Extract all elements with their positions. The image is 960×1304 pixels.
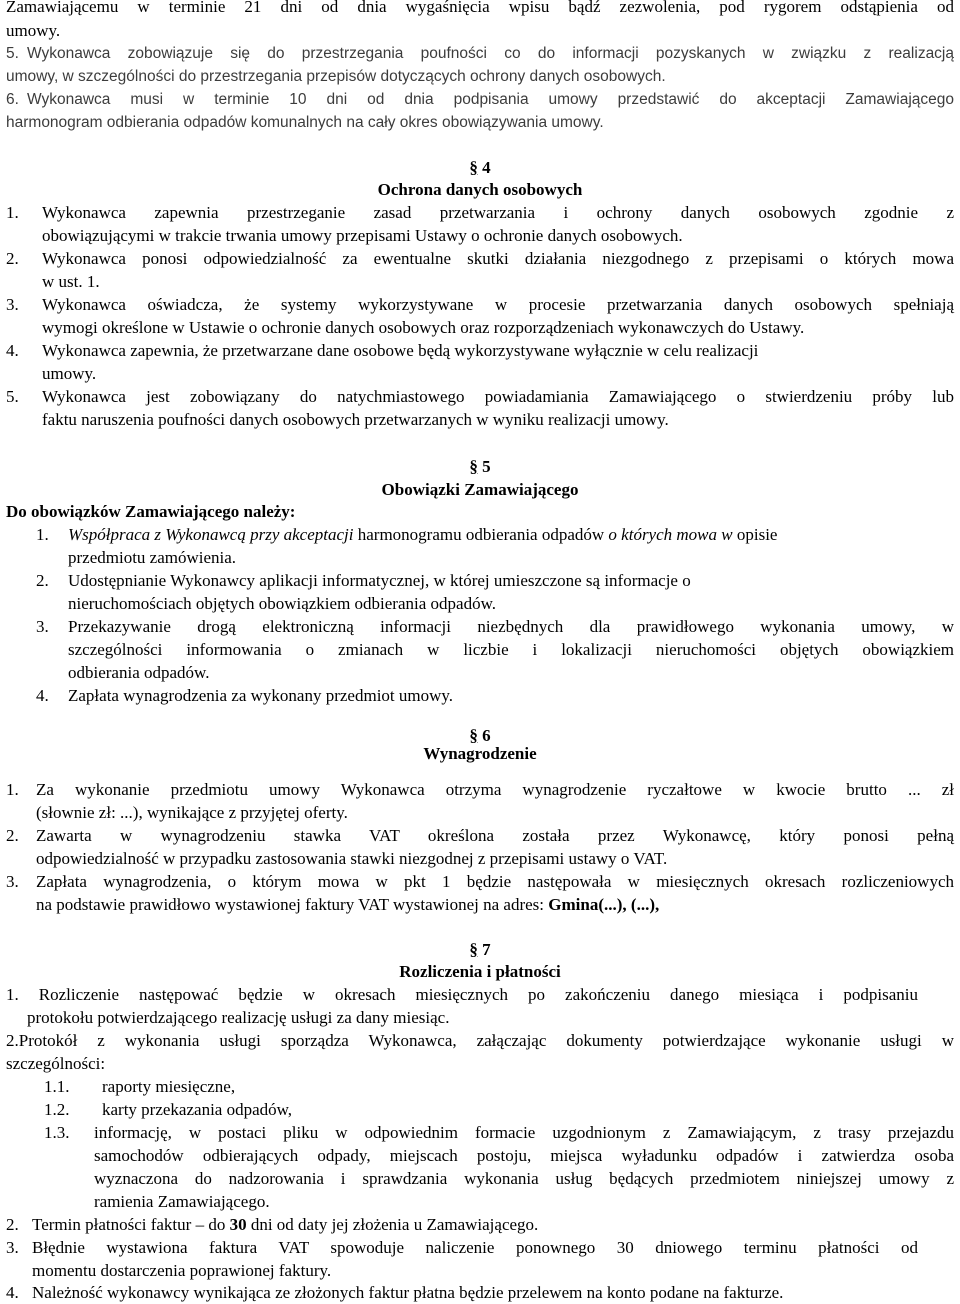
paragraph-line: ramienia Zamawiającego. — [94, 1192, 270, 1211]
paragraph-line: 1. Rozliczenie następować będzie w okresach miesięcznych po zakończeniu danego miesiąca i podpisaniu — [6, 985, 918, 1004]
section-number: § 5 — [469, 457, 491, 476]
paragraph-line: umowy, w szczególności do przestrzegania przepisów dotyczących ochrony danych osobowych. — [6, 68, 666, 85]
list-number: 4. — [36, 686, 49, 705]
list-number: 2. — [36, 571, 49, 590]
section-number: § 7 — [469, 940, 491, 959]
paragraph-line: odpowiedzialność w przypadku zastosowania stawki niezgodnej z przepisami ustawy o VAT. — [36, 849, 668, 868]
paragraph-line: Zapłata wynagrodzenia za wykonany przedmiot umowy. — [68, 686, 454, 705]
list-number: 1. — [6, 203, 19, 222]
paragraph-line: Termin płatności faktur – do 30 dni od daty jej złożenia u Zamawiającego. — [32, 1215, 539, 1234]
paragraph-line: informację, w postaci pliku w odpowiednim formacie uzgodnionym z Zamawiającym, z trasy przejazdu — [94, 1123, 954, 1142]
paragraph-line: na podstawie prawidłowo wystawionej faktury VAT wystawionej na adres: Gmina(...), (...), — [36, 895, 660, 914]
paragraph-line: Wykonawca zapewnia, że przetwarzane dane osobowe będą wykorzystywane wyłącznie w celu realizacji — [42, 341, 759, 360]
list-number: 3. — [6, 872, 19, 891]
paragraph-line: odbierania odpadów. — [68, 663, 210, 682]
list-number: 5. — [6, 387, 19, 406]
paragraph-line: umowy. — [6, 21, 61, 40]
paragraph-line: 2.Protokół z wykonania usługi sporządza Wykonawca, załączając dokumenty potwierdzające wykonanie usługi w — [6, 1031, 954, 1050]
paragraph-line: (słownie zł: ...), wynikające z przyjętej oferty. — [36, 803, 348, 822]
lead-text: Do obowiązków Zamawiającego należy: — [6, 502, 296, 521]
section-number: § 6 — [469, 726, 491, 745]
paragraph-line: Zawarta w wynagrodzeniu stawka VAT określona została przez Wykonawcę, który ponosi pełną — [36, 826, 954, 845]
paragraph-line: harmonogram odbierania odpadów komunalnych na cały okres obowiązywania umowy. — [6, 114, 604, 131]
list-number: 2. — [6, 249, 19, 268]
list-number: 2. — [6, 1215, 19, 1234]
paragraph-line: Przekazywanie drogą elektroniczną informacji niezbędnych dla prawidłowego wykonania umowy, w — [68, 617, 954, 636]
paragraph-line: Należność wykonawcy wynikająca ze złożonych faktur płatna będzie przelewem na konto podane na fakturze. — [32, 1283, 784, 1302]
paragraph-line: w ust. 1. — [42, 272, 100, 291]
paragraph-line: wyznaczona do nadzorowania i sprawdzania wykonania usług będących przedmiotem niniejszej umowy z — [94, 1169, 954, 1188]
section-title: Ochrona danych osobowych — [377, 180, 583, 199]
list-number: 4. — [6, 1283, 19, 1302]
paragraph-line: Błędnie wystawiona faktura VAT spowoduje naliczenie ponownego 30 dniowego terminu płatności od — [32, 1238, 918, 1257]
paragraph-line: Wykonawca jest zobowiązany do natychmiastowego powiadamiania Zamawiającego o stwierdzeniu próby lub — [42, 387, 954, 406]
paragraph-line: Wykonawca ponosi odpowiedzialność za ewentualne skutki działania niezgodnego z przepisami o których mowa — [42, 249, 954, 268]
sublist-number: 1.1. — [44, 1077, 70, 1096]
list-number: 3. — [6, 295, 19, 314]
list-number: 1. — [36, 525, 49, 544]
sublist-number: 1.3. — [44, 1123, 70, 1142]
paragraph-line: momentu dostarczenia poprawionej faktury. — [32, 1261, 332, 1280]
paragraph-line: Zapłata wynagrodzenia, o którym mowa w pkt 1 będzie następowała w miesięcznych okresach rozliczeniowych — [36, 872, 954, 891]
paragraph-line: Udostępnianie Wykonawcy aplikacji informatycznej, w której umieszczone są informacje o — [68, 571, 691, 590]
section-title: Obowiązki Zamawiającego — [381, 480, 579, 499]
paragraph-line: nieruchomościach objętych obowiązkiem odbierania odpadów. — [68, 594, 497, 613]
section-title: Wynagrodzenie — [423, 744, 537, 763]
sublist-number: 1.2. — [44, 1100, 70, 1119]
list-number: 1. — [6, 780, 19, 799]
paragraph-line: raporty miesięczne, — [102, 1077, 236, 1096]
paragraph-line: obowiązującymi w trakcie trwania umowy przepisami Ustawy o ochronie danych osobowych. — [42, 226, 683, 245]
paragraph-line: szczególności informowania o zmianach w liczbie i lokalizacji nieruchomości objętych obowiązkiem — [68, 640, 954, 659]
list-number: 4. — [6, 341, 19, 360]
paragraph-line: Zamawiającemu w terminie 21 dni od dnia wygaśnięcia wpisu bądź zezwolenia, pod rygorem odstąpienia od — [6, 0, 954, 16]
paragraph-line: Wykonawca musi w terminie 10 dni od dnia podpisania umowy przedstawić do akceptacji Zamawiającego — [27, 91, 954, 108]
paragraph-line: wymogi określone w Ustawie o ochronie danych osobowych oraz rozporządzeniach wykonawczych do Ustawy. — [42, 318, 805, 337]
list-number: 5. — [6, 45, 19, 62]
paragraph-line: Wykonawca oświadcza, że systemy wykorzystywane w procesie przetwarzania danych osobowych spełniają — [42, 295, 954, 314]
paragraph-line: karty przekazania odpadów, — [102, 1100, 293, 1119]
section-title: Rozliczenia i płatności — [399, 962, 561, 981]
section-number: § 4 — [469, 158, 491, 177]
paragraph-line: umowy. — [42, 364, 97, 383]
list-number: 3. — [36, 617, 49, 636]
paragraph-line: protokołu potwierdzającego realizację usługi za dany miesiąc. — [27, 1008, 450, 1027]
paragraph-line: samochodów odbierających odpady, miejscach postoju, miejsca wyładunku odpadów i zatwierdza osoba — [94, 1146, 954, 1165]
paragraph-line: Wykonawca zobowiązuje się do przestrzegania poufności co do informacji pozyskanych w związku z realizacją — [27, 45, 954, 62]
paragraph-line: Za wykonanie przedmiotu umowy Wykonawca otrzyma wynagrodzenie ryczałtowe w kwocie brutto ... zł — [36, 780, 954, 799]
paragraph-line: Współpraca z Wykonawcą przy akceptacji harmonogramu odbierania odpadów o których mowa w opisie — [68, 525, 778, 544]
paragraph-line: szczególności: — [6, 1054, 106, 1073]
paragraph-line: faktu naruszenia poufności danych osobowych przetwarzanych w wyniku realizacji umowy. — [42, 410, 669, 429]
list-number: 6. — [6, 91, 19, 108]
list-number: 2. — [6, 826, 19, 845]
paragraph-line: przedmiotu zamówienia. — [68, 548, 237, 567]
list-number: 3. — [6, 1238, 19, 1257]
paragraph-line: Wykonawca zapewnia przestrzeganie zasad przetwarzania i ochrony danych osobowych zgodnie z — [42, 203, 954, 222]
